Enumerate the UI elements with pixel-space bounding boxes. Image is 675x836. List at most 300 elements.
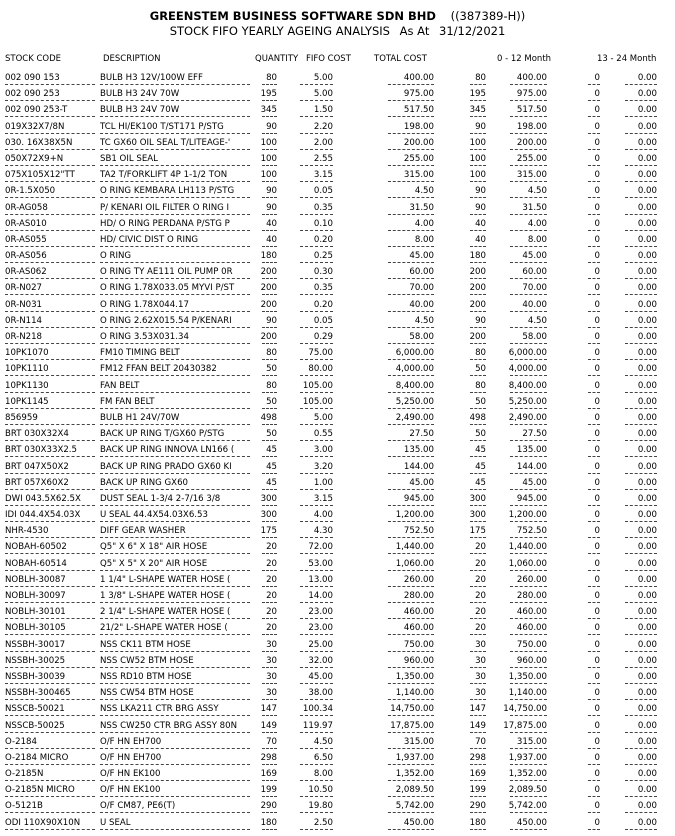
description-cell: BULB H3 24V 70W xyxy=(100,105,180,116)
dotted-underline xyxy=(5,392,95,393)
dotted-underline xyxy=(100,521,250,522)
dotted-underline xyxy=(100,489,250,490)
dotted-underline xyxy=(388,424,434,425)
dotted-underline xyxy=(300,116,333,117)
total-cost-cell: 1,440.00 xyxy=(395,542,434,553)
dotted-underline xyxy=(588,311,600,312)
dotted-underline xyxy=(625,100,657,101)
fifo-cost-cell: 105.00 xyxy=(302,396,333,407)
total-cost-cell: 1,937.00 xyxy=(395,752,434,763)
report-subtitle xyxy=(0,24,675,38)
fifo-cost-cell: 3.20 xyxy=(313,461,333,472)
total-cost-cell: 144.00 xyxy=(403,461,434,472)
description-cell: TCL HI/EK100 T/ST171 P/STG xyxy=(100,121,224,132)
period2-qty-cell: 0 xyxy=(594,607,600,618)
dotted-underline xyxy=(625,553,657,554)
dotted-underline xyxy=(300,408,333,409)
dotted-underline xyxy=(625,505,657,506)
dotted-underline xyxy=(262,732,277,733)
period2-amount-cell: 0.00 xyxy=(637,267,657,278)
period2-amount-cell: 0.00 xyxy=(637,639,657,650)
dotted-underline xyxy=(5,84,95,85)
dotted-underline xyxy=(300,165,333,166)
table-row xyxy=(0,345,675,361)
quantity-cell: 300 xyxy=(260,510,277,521)
quantity-cell: 200 xyxy=(260,267,277,278)
dotted-underline xyxy=(300,602,333,603)
stock-code-cell: 10PK1145 xyxy=(5,396,49,407)
dotted-underline xyxy=(625,197,657,198)
dotted-underline xyxy=(300,246,333,247)
total-cost-cell: 27.50 xyxy=(409,429,434,440)
period1-qty-cell: 50 xyxy=(475,396,486,407)
period2-amount-cell: 0.00 xyxy=(637,510,657,521)
period1-qty-cell: 200 xyxy=(469,283,486,294)
dotted-underline xyxy=(588,699,600,700)
dotted-underline xyxy=(388,214,434,215)
description-cell: 1 1/4" L-SHAPE WATER HOSE ( xyxy=(100,574,231,585)
dotted-underline xyxy=(470,375,486,376)
dotted-underline xyxy=(588,116,600,117)
stock-code-cell: BRT 047X50X2 xyxy=(5,461,69,472)
fifo-cost-cell: 4.00 xyxy=(313,510,333,521)
total-cost-cell: 1,060.00 xyxy=(395,558,434,569)
total-cost-cell: 70.00 xyxy=(409,283,434,294)
total-cost-cell: 4.00 xyxy=(414,218,434,229)
description-cell: BACK UP RING PRADO GX60 KI xyxy=(100,461,232,472)
table-row xyxy=(0,653,675,669)
period2-amount-cell: 0.00 xyxy=(637,332,657,342)
table-row xyxy=(0,718,675,734)
period1-qty-cell: 30 xyxy=(475,671,486,682)
stock-code-cell: BRT 057X60X2 xyxy=(5,477,69,488)
dotted-underline xyxy=(100,84,250,85)
dotted-underline xyxy=(5,116,95,117)
dotted-underline xyxy=(300,327,333,328)
fifo-cost-cell: 10.50 xyxy=(308,785,333,796)
dotted-underline xyxy=(5,748,95,749)
dotted-underline xyxy=(588,651,600,652)
period2-amount-cell: 0.00 xyxy=(637,364,657,375)
period2-amount-cell: 0.00 xyxy=(637,558,657,569)
period2-amount-cell: 0.00 xyxy=(637,817,657,828)
table-row xyxy=(0,620,675,636)
period1-amount-cell: 45.00 xyxy=(522,251,547,262)
total-cost-cell: 45.00 xyxy=(409,477,434,488)
period1-amount-cell: 5,742.00 xyxy=(508,801,547,812)
col-stock-code: STOCK CODE xyxy=(5,54,62,64)
dotted-underline xyxy=(100,602,250,603)
dotted-underline xyxy=(470,764,486,765)
period1-qty-cell: 345 xyxy=(469,105,486,116)
dotted-underline xyxy=(300,683,333,684)
dotted-underline xyxy=(388,116,434,117)
period2-qty-cell: 0 xyxy=(594,639,600,650)
dotted-underline xyxy=(262,84,277,85)
dotted-underline xyxy=(470,521,486,522)
period2-amount-cell: 0.00 xyxy=(637,396,657,407)
dotted-underline xyxy=(388,343,434,344)
quantity-cell: 195 xyxy=(260,89,277,100)
description-cell: NSS CW54 BTM HOSE xyxy=(100,688,194,699)
total-cost-cell: 4.50 xyxy=(414,315,434,326)
dotted-underline xyxy=(388,602,434,603)
dotted-underline xyxy=(388,181,434,182)
dotted-underline xyxy=(510,165,547,166)
col-quantity: QUANTITY xyxy=(255,54,299,64)
dotted-underline xyxy=(588,392,600,393)
period1-amount-cell: 135.00 xyxy=(516,445,547,456)
table-row xyxy=(0,394,675,410)
dotted-underline xyxy=(588,618,600,619)
dotted-underline xyxy=(470,537,486,538)
dotted-underline xyxy=(625,748,657,749)
dotted-underline xyxy=(262,440,277,441)
dotted-underline xyxy=(262,796,277,797)
table-row xyxy=(0,815,675,831)
dotted-underline xyxy=(625,165,657,166)
dotted-underline xyxy=(5,165,95,166)
dotted-underline xyxy=(470,246,486,247)
period2-amount-cell: 0.00 xyxy=(637,299,657,310)
period1-amount-cell: 1,440.00 xyxy=(508,542,547,553)
period2-amount-cell: 0.00 xyxy=(637,493,657,504)
stock-code-cell: O-2185N xyxy=(5,769,44,780)
period2-qty-cell: 0 xyxy=(594,89,600,100)
table-row xyxy=(0,507,675,523)
dotted-underline xyxy=(470,294,486,295)
dotted-underline xyxy=(100,133,250,134)
period1-amount-cell: 1,937.00 xyxy=(508,752,547,763)
dotted-underline xyxy=(470,84,486,85)
description-cell: U SEAL xyxy=(100,817,131,828)
dotted-underline xyxy=(588,149,600,150)
period2-qty-cell: 0 xyxy=(594,396,600,407)
dotted-underline xyxy=(588,133,600,134)
dotted-underline xyxy=(100,667,250,668)
dotted-underline xyxy=(470,165,486,166)
period1-qty-cell: 80 xyxy=(475,73,486,83)
stock-code-cell: 0R-N218 xyxy=(5,332,43,342)
period2-qty-cell: 0 xyxy=(594,445,600,456)
dotted-underline xyxy=(100,505,250,506)
period1-qty-cell: 175 xyxy=(469,526,486,537)
dotted-underline xyxy=(510,812,547,813)
dotted-underline xyxy=(100,278,250,279)
total-cost-cell: 1,350.00 xyxy=(395,671,434,682)
stock-code-cell: 0R-N031 xyxy=(5,299,43,310)
total-cost-cell: 198.00 xyxy=(403,121,434,132)
dotted-underline xyxy=(388,278,434,279)
dotted-underline xyxy=(100,570,250,571)
period1-amount-cell: 975.00 xyxy=(516,89,547,100)
dotted-underline xyxy=(588,100,600,101)
dotted-underline xyxy=(5,537,95,538)
dotted-underline xyxy=(588,521,600,522)
table-row xyxy=(0,701,675,717)
dotted-underline xyxy=(262,764,277,765)
period1-amount-cell: 1,350.00 xyxy=(508,671,547,682)
dotted-underline xyxy=(470,116,486,117)
period1-amount-cell: 960.00 xyxy=(516,655,547,666)
period2-amount-cell: 0.00 xyxy=(637,801,657,812)
dotted-underline xyxy=(300,634,333,635)
dotted-underline xyxy=(100,699,250,700)
dotted-underline xyxy=(625,116,657,117)
dotted-underline xyxy=(100,246,250,247)
total-cost-cell: 260.00 xyxy=(403,574,434,585)
total-cost-cell: 58.00 xyxy=(409,332,434,342)
dotted-underline xyxy=(5,278,95,279)
dotted-underline xyxy=(510,133,547,134)
quantity-cell: 180 xyxy=(260,251,277,262)
dotted-underline xyxy=(510,715,547,716)
quantity-cell: 80 xyxy=(266,73,277,83)
period1-qty-cell: 80 xyxy=(475,348,486,359)
dotted-underline xyxy=(262,829,277,830)
dotted-underline xyxy=(100,359,250,360)
stock-code-cell: O-2184 MICRO xyxy=(5,752,69,763)
dotted-underline xyxy=(388,699,434,700)
period2-amount-cell: 0.00 xyxy=(637,429,657,440)
stock-code-cell: 030. 16X38X5N xyxy=(5,137,73,148)
dotted-underline xyxy=(510,246,547,247)
period1-amount-cell: 752.50 xyxy=(516,526,547,537)
dotted-underline xyxy=(625,359,657,360)
dotted-underline xyxy=(588,634,600,635)
dotted-underline xyxy=(625,715,657,716)
dotted-underline xyxy=(470,133,486,134)
dotted-underline xyxy=(625,602,657,603)
dotted-underline xyxy=(300,618,333,619)
dotted-underline xyxy=(470,651,486,652)
period1-qty-cell: 100 xyxy=(469,137,486,148)
period1-qty-cell: 45 xyxy=(475,445,486,456)
dotted-underline xyxy=(262,699,277,700)
dotted-underline xyxy=(100,100,250,101)
description-cell: O/F HN EH700 xyxy=(100,736,162,747)
dotted-underline xyxy=(300,149,333,150)
quantity-cell: 45 xyxy=(266,477,277,488)
period1-qty-cell: 50 xyxy=(475,364,486,375)
period1-qty-cell: 45 xyxy=(475,477,486,488)
period1-qty-cell: 100 xyxy=(469,153,486,164)
period2-qty-cell: 0 xyxy=(594,558,600,569)
description-cell: TA2 T/FORKLIFT 4P 1-1/2 TON xyxy=(100,170,228,181)
dotted-underline xyxy=(470,489,486,490)
fifo-cost-cell: 0.20 xyxy=(313,299,333,310)
period2-qty-cell: 0 xyxy=(594,542,600,553)
dotted-underline xyxy=(100,537,250,538)
dotted-underline xyxy=(300,294,333,295)
period1-amount-cell: 315.00 xyxy=(516,736,547,747)
dotted-underline xyxy=(5,570,95,571)
period2-qty-cell: 0 xyxy=(594,720,600,731)
dotted-underline xyxy=(300,764,333,765)
dotted-underline xyxy=(262,392,277,393)
period2-qty-cell: 0 xyxy=(594,332,600,342)
fifo-cost-cell: 6.50 xyxy=(313,752,333,763)
dotted-underline xyxy=(100,634,250,635)
dotted-underline xyxy=(5,214,95,215)
table-row xyxy=(0,297,675,313)
stock-code-cell: IDI 044.4X54.03X xyxy=(5,510,81,521)
period2-qty-cell: 0 xyxy=(594,655,600,666)
description-cell: HD/ CIVIC DIST O RING xyxy=(100,234,199,245)
dotted-underline xyxy=(510,570,547,571)
period2-qty-cell: 0 xyxy=(594,380,600,391)
dotted-underline xyxy=(388,683,434,684)
total-cost-cell: 960.00 xyxy=(403,655,434,666)
period2-qty-cell: 0 xyxy=(594,591,600,601)
dotted-underline xyxy=(100,748,250,749)
period2-amount-cell: 0.00 xyxy=(637,526,657,537)
fifo-cost-cell: 53.00 xyxy=(308,558,333,569)
fifo-cost-cell: 4.30 xyxy=(313,526,333,537)
period2-qty-cell: 0 xyxy=(594,510,600,521)
dotted-underline xyxy=(588,181,600,182)
dotted-underline xyxy=(510,149,547,150)
period1-qty-cell: 20 xyxy=(475,591,486,601)
dotted-underline xyxy=(470,586,486,587)
description-cell: NSS RD10 BTM HOSE xyxy=(100,671,192,682)
period2-qty-cell: 0 xyxy=(594,234,600,245)
stock-code-cell: NSSBH-30017 xyxy=(5,639,66,650)
quantity-cell: 90 xyxy=(266,186,277,197)
dotted-underline xyxy=(5,424,95,425)
period1-amount-cell: 17,875.00 xyxy=(503,720,547,731)
dotted-underline xyxy=(5,667,95,668)
dotted-underline xyxy=(5,294,95,295)
dotted-underline xyxy=(262,408,277,409)
dotted-underline xyxy=(588,359,600,360)
period1-amount-cell: 144.00 xyxy=(516,461,547,472)
period2-amount-cell: 0.00 xyxy=(637,170,657,181)
dotted-underline xyxy=(262,327,277,328)
dotted-underline xyxy=(388,651,434,652)
period1-qty-cell: 30 xyxy=(475,688,486,699)
dotted-underline xyxy=(510,375,547,376)
period2-qty-cell: 0 xyxy=(594,137,600,148)
dotted-underline xyxy=(510,359,547,360)
period2-qty-cell: 0 xyxy=(594,73,600,83)
dotted-underline xyxy=(100,553,250,554)
dotted-underline xyxy=(5,683,95,684)
period2-amount-cell: 0.00 xyxy=(637,607,657,618)
quantity-cell: 90 xyxy=(266,315,277,326)
fifo-cost-cell: 0.35 xyxy=(313,283,333,294)
period2-qty-cell: 0 xyxy=(594,526,600,537)
dotted-underline xyxy=(510,424,547,425)
stock-code-cell: NOBLH-30101 xyxy=(5,607,66,618)
dotted-underline xyxy=(625,651,657,652)
period1-qty-cell: 298 xyxy=(469,752,486,763)
dotted-underline xyxy=(388,521,434,522)
dotted-underline xyxy=(510,505,547,506)
description-cell: Q5" X 5" X 20" AIR HOSE xyxy=(100,558,208,569)
company-name: GREENSTEM BUSINESS SOFTWARE SDN BHD xyxy=(149,9,436,23)
dotted-underline xyxy=(300,667,333,668)
period2-amount-cell: 0.00 xyxy=(637,202,657,213)
dotted-underline xyxy=(100,262,250,263)
dotted-underline xyxy=(5,715,95,716)
dotted-underline xyxy=(300,732,333,733)
dotted-underline xyxy=(100,732,250,733)
dotted-underline xyxy=(510,537,547,538)
dotted-underline xyxy=(510,278,547,279)
dotted-underline xyxy=(300,586,333,587)
dotted-underline xyxy=(388,634,434,635)
period2-qty-cell: 0 xyxy=(594,785,600,796)
dotted-underline xyxy=(470,796,486,797)
dotted-underline xyxy=(470,618,486,619)
total-cost-cell: 280.00 xyxy=(403,591,434,601)
dotted-underline xyxy=(300,392,333,393)
dotted-underline xyxy=(625,812,657,813)
stock-code-cell: NSSBH-30025 xyxy=(5,655,66,666)
fifo-cost-cell: 0.29 xyxy=(313,332,333,342)
dotted-underline xyxy=(5,133,95,134)
period1-qty-cell: 290 xyxy=(469,801,486,812)
dotted-underline xyxy=(300,715,333,716)
dotted-underline xyxy=(5,327,95,328)
fifo-cost-cell: 5.00 xyxy=(313,412,333,423)
dotted-underline xyxy=(262,812,277,813)
dotted-underline xyxy=(100,375,250,376)
description-cell: FM10 TIMING BELT xyxy=(100,348,180,359)
table-row xyxy=(0,750,675,766)
dotted-underline xyxy=(625,473,657,474)
dotted-underline xyxy=(625,133,657,134)
dotted-underline xyxy=(588,537,600,538)
dotted-underline xyxy=(388,570,434,571)
dotted-underline xyxy=(510,181,547,182)
table-row xyxy=(0,167,675,183)
dotted-underline xyxy=(588,683,600,684)
dotted-underline xyxy=(625,586,657,587)
fifo-cost-cell: 2.20 xyxy=(313,121,333,132)
dotted-underline xyxy=(388,667,434,668)
dotted-underline xyxy=(588,812,600,813)
dotted-underline xyxy=(625,230,657,231)
stock-code-cell: NOBAH-60514 xyxy=(5,558,67,569)
stock-code-cell: 019X32X7/8N xyxy=(5,121,65,132)
dotted-underline xyxy=(470,505,486,506)
col-description: DESCRIPTION xyxy=(103,54,161,64)
fifo-cost-cell: 32.00 xyxy=(308,655,333,666)
fifo-cost-cell: 0.35 xyxy=(313,202,333,213)
dotted-underline xyxy=(300,537,333,538)
period1-amount-cell: 255.00 xyxy=(516,153,547,164)
dotted-underline xyxy=(510,294,547,295)
stock-code-cell: 002 090 153 xyxy=(5,73,60,83)
dotted-underline xyxy=(100,829,250,830)
stock-code-cell: O-5121B xyxy=(5,801,43,812)
period1-amount-cell: 1,060.00 xyxy=(508,558,547,569)
dotted-underline xyxy=(625,732,657,733)
fifo-cost-cell: 0.30 xyxy=(313,267,333,278)
table-row xyxy=(0,734,675,750)
stock-code-cell: 0R-N114 xyxy=(5,315,43,326)
col-total-cost: TOTAL COST xyxy=(374,54,427,64)
dotted-underline xyxy=(388,618,434,619)
quantity-cell: 40 xyxy=(266,218,277,229)
description-cell: BULB H1 24V/70W xyxy=(100,412,180,423)
stock-code-cell: NHR-4530 xyxy=(5,526,49,537)
description-cell: BULB H3 12V/100W EFF xyxy=(100,73,203,83)
period1-amount-cell: 460.00 xyxy=(516,607,547,618)
dotted-underline xyxy=(625,764,657,765)
